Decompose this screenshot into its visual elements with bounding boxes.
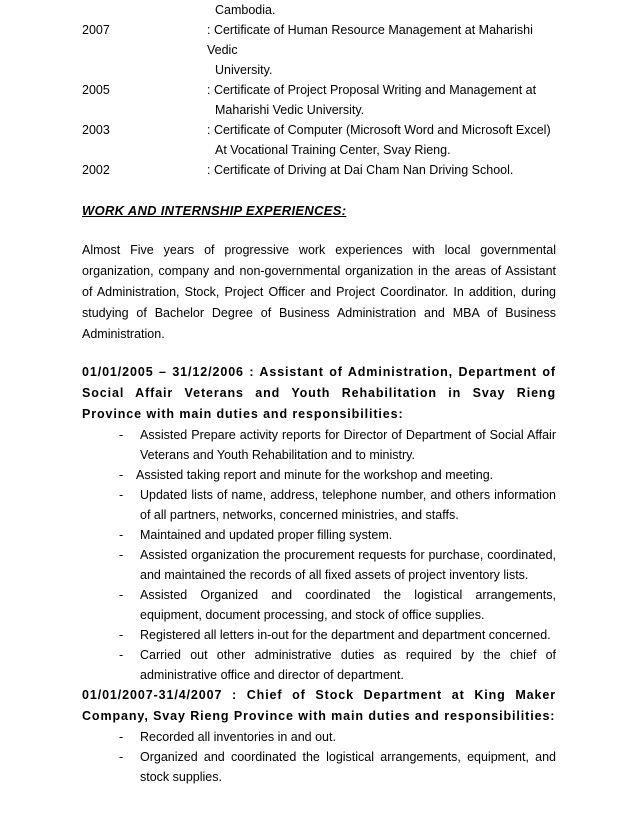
cert-year: 2003 (82, 123, 110, 137)
bullet-dash: - (119, 468, 124, 482)
duties-list (82, 425, 556, 685)
cert-line: : Certificate of Computer (Microsoft Word and Microsoft Excel) (207, 123, 551, 137)
cert-row (82, 160, 556, 180)
cert-row (82, 20, 556, 80)
duty-item: - Assisted organization the procurement requests for purchase, coordinated, and maintained the records of all fixed assets of project inventory lists. (82, 545, 556, 585)
duty-item: - Maintained and updated proper filling system. (82, 525, 556, 545)
bullet-dash: - (119, 628, 124, 642)
cert-line: : Certificate of Human Resource Management at Maharishi Vedic (207, 23, 533, 57)
duty-item: - Registered all letters in-out for the department and department concerned. (82, 625, 556, 645)
bullet-dash: - (119, 730, 124, 744)
cert-row (82, 120, 556, 160)
cert-line: Cambodia. (215, 3, 276, 17)
bullet-dash: - (119, 428, 124, 442)
bullet-dash: - (119, 528, 124, 542)
cert-line: : Certificate of Project Proposal Writing and Management at (207, 83, 537, 97)
bullet-dash: - (119, 648, 124, 662)
cert-year: 2005 (82, 83, 110, 97)
bullet-dash: - (119, 750, 124, 764)
duties-list (82, 727, 556, 787)
cert-line: Maharishi Vedic University. (215, 103, 365, 117)
duty-item: - Assisted Prepare activity reports for Director of Department of Social Affair Veterans and Youth Rehabilitation and to ministry. (82, 425, 556, 465)
cert-line: University. (215, 63, 273, 77)
duty-item: - Carried out other administrative duties as required by the chief of administrative office and director of department. (82, 645, 556, 685)
cert-year: 2007 (82, 23, 110, 37)
job-heading: 01/01/2007-31/4/2007 : Chief of Stock Department at King Maker Company, Svay Rieng Province with main duties and responsibilities: (82, 688, 556, 723)
resume-page (82, 0, 556, 787)
duty-item: - Updated lists of name, address, telephone number, and others information of all partners, networks, concerned ministries, and staffs. (82, 485, 556, 525)
bullet-dash: - (119, 548, 124, 562)
job-heading: 01/01/2005 – 31/12/2006 : Assistant of Administration, Department of Social Affair Veterans and Youth Rehabilitation in Svay Rieng Province with main duties and responsibilities: (82, 365, 556, 421)
cert-year: 2002 (82, 163, 110, 177)
cert-year (82, 0, 207, 20)
certificates-list (82, 0, 556, 180)
duty-item: - Assisted taking report and minute for the workshop and meeting. (82, 465, 556, 485)
cert-row (82, 80, 556, 120)
cert-row (82, 0, 556, 20)
duty-item: - Assisted Organized and coordinated the logistical arrangements, equipment, document processing, and stock of office supplies. (82, 585, 556, 625)
cert-line: At Vocational Training Center, Svay Rieng. (215, 143, 451, 157)
cert-line: : Certificate of Driving at Dai Cham Nan Driving School. (207, 163, 514, 177)
bullet-dash: - (119, 588, 124, 602)
work-summary: Almost Five years of progressive work experiences with local governmental organization, company and non-governmental organization in the areas of Assistant of Administration, Stock, Project Officer and Project Coordinator. In addition, during studying of Bachelor Degree of Business Administration and MBA of Business Administration. (82, 243, 556, 341)
bullet-dash: - (119, 488, 124, 502)
section-heading-work: WORK AND INTERNSHIP EXPERIENCES: (82, 203, 347, 218)
duty-item: - Recorded all inventories in and out. (82, 727, 556, 747)
duty-item: - Organized and coordinated the logistical arrangements, equipment, and stock supplies. (82, 747, 556, 787)
